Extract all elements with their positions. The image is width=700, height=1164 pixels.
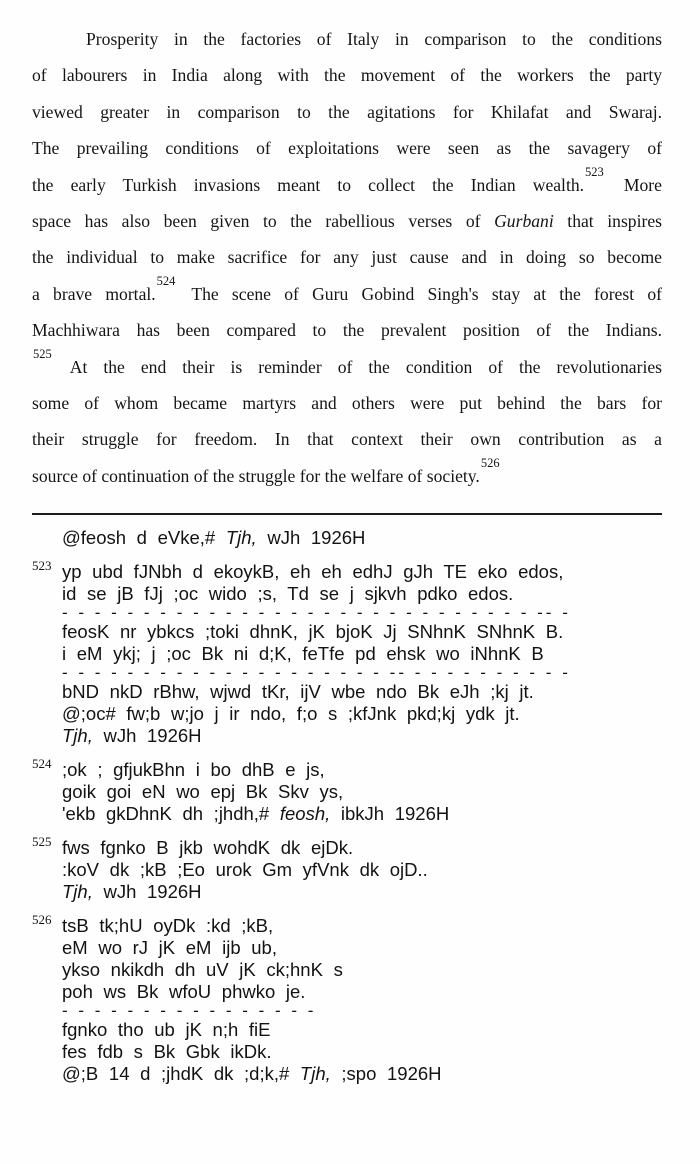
text-segment: that inspires [553,210,662,231]
text-segment: The scene of Guru Gobind Singh's stay at the forest of [178,283,662,304]
footnote-line: id se jB fJj ;oc wido ;s, Td se j sjkvh pdko edos. [62,583,514,604]
footnote-ref-525: 525 [33,347,52,362]
footnote-citation [62,725,682,747]
dashed-divider: - - - - - - - - - - - - - - - - - - - - -- - - - - - - - - - - [62,663,571,682]
footnote-line: fes fdb s Bk Gbk ikDk. [62,1041,272,1062]
footnote-citation [62,1063,682,1085]
paragraph-line-3: viewed greater in comparison to the agitations for Khilafat and Swaraj. [32,101,662,122]
footnote-number: 524 [32,756,52,771]
text-segment: wJh 1926H [92,725,202,746]
footnote-ref-524: 524 [156,274,176,289]
body-paragraph [32,21,662,494]
citation-title: Tjh, [62,881,93,902]
footnote-line: :koV dk ;kB ;Eo urok Gm yfVnk dk ojD.. [62,859,428,880]
text-segment: At the end their is reminder of the condition of the revolutionaries [54,356,662,377]
footnote-523 [32,558,682,747]
footnote-number: 523 [32,558,52,573]
footnote-line: feosK nr ybkcs ;toki dhnK, jK bjoK Jj SNhnK SNhnK B. [62,621,564,642]
footnote-line: bND nkD rBhw, wjwd tKr, ijV wbe ndo Bk eJh ;kj jt. [62,681,534,702]
footnote-line: ykso nkikdh dh uV jK ck;hnK s [62,959,343,980]
footnote-line: ;ok ; gfjukBhn i bo dhB e js, [62,759,325,780]
paragraph-line-5 [32,167,662,203]
footnote-line: @;oc# fw;b w;jo j ir ndo, f;o s ;kfJnk pkd;kj ydk jt. [62,703,520,724]
footnote-line: tsB tk;hU oyDk :kd ;kB, [62,915,274,936]
text-segment: ibkJh 1926H [330,803,450,824]
footnote-line: i eM ykj; j ;oc Bk ni d;K, feTfe pd ehsk wo iNhnK B [62,643,544,664]
text-segment: @feosh d eVke,# [62,527,226,548]
text-segment: the early Turkish invasions meant to collect the Indian wealth. [32,174,585,195]
paragraph-line-2: of labourers in India along with the movement of the workers the party [32,65,662,86]
footnote-line: fws fgnko B jkb wohdK dk ejDk. [62,837,354,858]
paragraph-line-13 [32,458,662,494]
footnote-line [62,527,682,549]
footnotes-section [32,527,682,1085]
citation-title: feosh, [279,803,331,824]
footnote-citation [62,803,682,825]
footnote-line: poh ws Bk wfoU phwko je. [62,981,306,1002]
paragraph-line-4: The prevailing conditions of exploitations were seen as the savagery of [32,138,662,159]
paragraph-line-10 [32,349,662,385]
footnote-separator [32,513,662,515]
text-segment: space has also been given to the rabellious verses of [32,210,495,231]
italic-term-gurbani: Gurbani [494,210,554,231]
footnote-526 [32,912,682,1085]
footnote-ref-523: 523 [585,165,604,180]
dashed-divider: - - - - - - - - - - - - - - - - - - - - - - - - - - - - - -- - [62,603,571,622]
footnote-line: goik goi eN wo epj Bk Skv ys, [62,781,344,802]
citation-title: Tjh, [62,725,93,746]
text-segment: ;spo 1926H [330,1063,442,1084]
footnote-line: yp ubd fJNbh d ekoykB, eh eh edhJ gJh TE eko edos, [62,561,564,582]
footnote-line: eM wo rJ jK eM ijb ub, [62,937,277,958]
footnote-line: fgnko tho ub jK n;h fiE [62,1019,271,1040]
citation-title: Tjh, [225,527,257,548]
text-segment: wJh 1926H [256,527,366,548]
text-segment: a brave mortal. [32,283,156,304]
paragraph-line-9: Machhiwara has been compared to the prevalent position of the Indians. [32,320,662,341]
footnote-ref-526: 526 [480,456,500,471]
footnote-525 [32,834,682,903]
text-segment: source of continuation of the struggle for the welfare of society. [32,465,480,486]
paragraph-line-6 [32,203,662,239]
citation-title: Tjh, [299,1063,331,1084]
paragraph-line-1: Prosperity in the factories of Italy in comparison to the conditions [86,29,662,49]
paragraph-line-12: their struggle for freedom. In that context their own contribution as a [32,429,662,450]
footnote-number: 525 [32,834,52,849]
paragraph-line-8 [32,276,662,312]
text-segment: 'ekb gkDhnK dh ;jhdh,# [62,803,280,824]
paragraph-line-7: the individual to make sacrifice for any just cause and in doing so become [32,247,662,268]
text-segment: @;B 14 d ;jhdK dk ;d;k,# [62,1063,300,1084]
text-segment: wJh 1926H [92,881,202,902]
footnote-citation [62,881,682,903]
footnote-number: 526 [32,912,52,927]
text-segment: More [606,174,662,195]
footnote-continuation [32,527,682,549]
footnote-524 [32,756,682,825]
dashed-divider: - - - - - - - - - - - - - - - - [62,1001,317,1020]
paragraph-line-11: some of whom became martyrs and others were put behind the bars for [32,392,662,413]
